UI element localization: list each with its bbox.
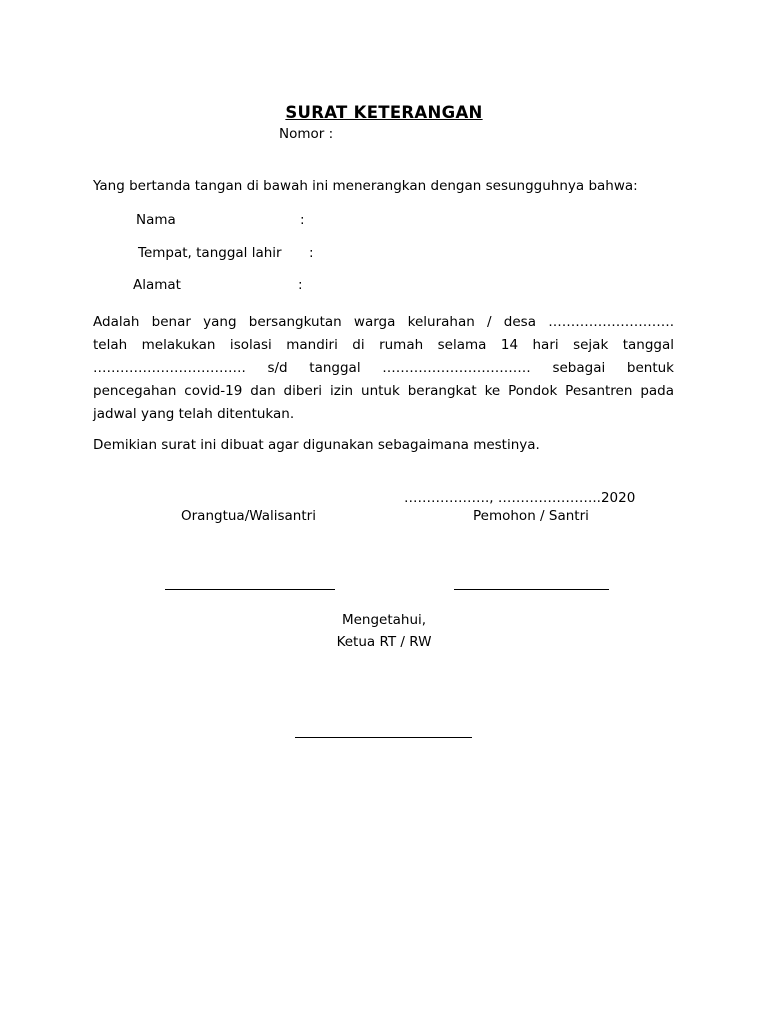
paragraph-line: Adalah benar yang bersangkutan warga kelurahan / desa ……………………….: [93, 314, 674, 330]
field-label-ttl: Tempat, tanggal lahir: [138, 245, 282, 261]
closing-text: Demikian surat ini dibuat agar digunakan sebagaimana mestinya.: [93, 437, 540, 453]
field-label-alamat: Alamat: [133, 277, 181, 293]
paragraph-line: telah melakukan isolasi mandiri di rumah selama 14 hari sejak tanggal: [93, 337, 674, 353]
field-colon-ttl: :: [309, 245, 314, 261]
document-title: SURAT KETERANGAN: [285, 103, 483, 122]
acknowledge-role: Ketua RT / RW: [336, 634, 432, 650]
intro-text: Yang bertanda tangan di bawah ini menerangkan dengan sesungguhnya bahwa:: [93, 178, 638, 194]
signature-line-parent: [165, 589, 335, 590]
signature-line-applicant: [454, 589, 609, 590]
field-colon-alamat: :: [298, 277, 303, 293]
signature-line-rt-rw: [295, 737, 472, 738]
nomor-label: Nomor :: [279, 126, 334, 142]
paragraph-line: pencegahan covid-19 dan diberi izin untuk berangkat ke Pondok Pesantren pada: [93, 383, 674, 399]
place-date: ………………., …………………..2020: [404, 490, 636, 506]
field-colon-nama: :: [300, 212, 305, 228]
signature-label-applicant: Pemohon / Santri: [473, 508, 589, 524]
paragraph-line: jadwal yang telah ditentukan.: [93, 406, 295, 422]
signature-label-parent: Orangtua/Walisantri: [181, 508, 316, 524]
field-label-nama: Nama: [136, 212, 176, 228]
paragraph-line: ……………………………. s/d tanggal …………………………… sebagai bentuk: [93, 360, 674, 376]
acknowledge-label: Mengetahui,: [341, 612, 427, 628]
body-paragraph: [93, 311, 674, 426]
